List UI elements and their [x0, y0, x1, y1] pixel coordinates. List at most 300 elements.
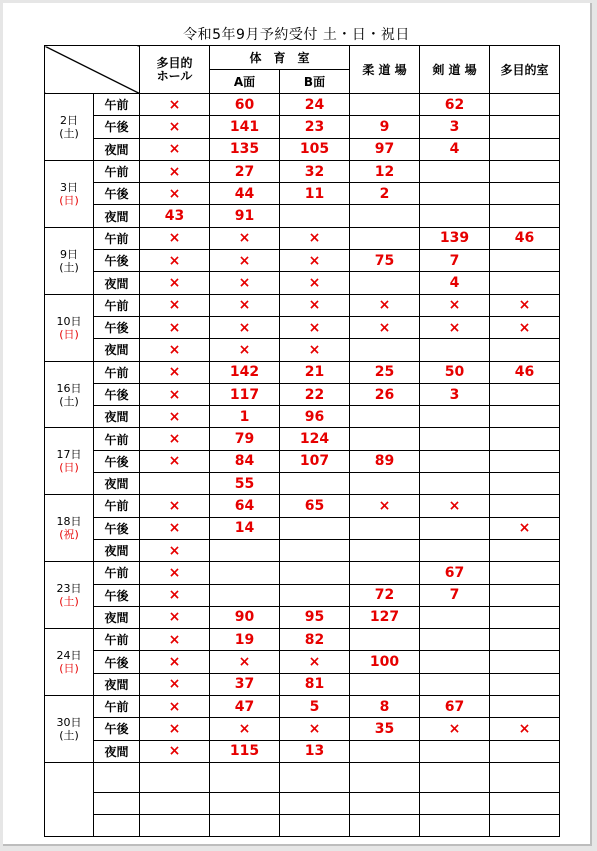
availability-cell	[490, 428, 560, 450]
availability-cell: ×	[140, 361, 210, 383]
blank-cell	[210, 814, 280, 836]
availability-cell: ×	[280, 316, 350, 338]
availability-cell: 27	[210, 160, 280, 182]
availability-cell: ×	[140, 383, 210, 405]
availability-cell: 81	[280, 673, 350, 695]
slot-label: 午前	[94, 294, 140, 316]
slot-label: 午前	[94, 160, 140, 182]
day-weekday: (日)	[59, 193, 79, 207]
slot-label: 午前	[94, 94, 140, 116]
availability-cell: 7	[420, 584, 490, 606]
slot-label: 午後	[94, 383, 140, 405]
availability-cell: 47	[210, 696, 280, 718]
availability-cell: ×	[140, 160, 210, 182]
availability-cell: 1	[210, 406, 280, 428]
availability-cell: ×	[280, 250, 350, 272]
blank-cell	[210, 792, 280, 814]
availability-cell	[350, 428, 420, 450]
blank-cell	[350, 792, 420, 814]
availability-cell	[280, 584, 350, 606]
day-label-cell	[45, 94, 94, 161]
availability-cell: ×	[140, 495, 210, 517]
page-title: 令和5年9月予約受付 土・日・祝日	[183, 27, 410, 43]
availability-cell: 64	[210, 495, 280, 517]
availability-cell	[420, 339, 490, 361]
availability-cell: 4	[420, 138, 490, 160]
availability-cell: ×	[140, 116, 210, 138]
table-row	[45, 227, 560, 249]
day-label-cell	[45, 428, 94, 495]
blank-cell	[140, 814, 210, 836]
availability-cell: ×	[350, 316, 420, 338]
availability-cell	[490, 740, 560, 762]
availability-cell	[420, 160, 490, 182]
table-row	[45, 406, 560, 428]
availability-cell: 67	[420, 696, 490, 718]
day-label-cell	[45, 495, 94, 562]
slot-label: 夜間	[94, 539, 140, 561]
availability-cell: 37	[210, 673, 280, 695]
blank-cell	[210, 762, 280, 792]
availability-cell: ×	[210, 227, 280, 249]
day-date: 3日	[60, 180, 78, 194]
availability-cell: ×	[420, 495, 490, 517]
day-weekday: (日)	[59, 461, 79, 475]
table-row	[45, 517, 560, 539]
availability-cell: ×	[280, 718, 350, 740]
blank-cell	[420, 792, 490, 814]
blank-row	[45, 814, 560, 836]
availability-cell: ×	[350, 495, 420, 517]
day-weekday: (日)	[59, 327, 79, 341]
availability-cell: ×	[140, 428, 210, 450]
availability-cell	[350, 562, 420, 584]
availability-cell	[490, 160, 560, 182]
availability-cell: 46	[490, 227, 560, 249]
availability-cell: 124	[280, 428, 350, 450]
day-date: 30日	[56, 715, 82, 729]
availability-cell: 117	[210, 383, 280, 405]
day-weekday: (土)	[59, 394, 79, 408]
reservation-table	[44, 45, 560, 837]
slot-label: 午後	[94, 183, 140, 205]
availability-cell	[350, 339, 420, 361]
blank-row	[45, 762, 560, 792]
slot-label: 夜間	[94, 406, 140, 428]
availability-cell	[490, 339, 560, 361]
availability-cell	[490, 450, 560, 472]
availability-cell	[350, 227, 420, 249]
blank-cell	[350, 762, 420, 792]
table-row	[45, 183, 560, 205]
header-hall-text: 多目的 ホール	[156, 55, 193, 83]
blank-cell	[280, 814, 350, 836]
availability-cell: ×	[140, 339, 210, 361]
table-row	[45, 473, 560, 495]
slot-label: 午前	[94, 428, 140, 450]
day-weekday: (祝)	[59, 528, 79, 542]
day-weekday: (土)	[59, 595, 79, 609]
availability-cell	[490, 138, 560, 160]
blank-cell	[140, 762, 210, 792]
table-row	[45, 339, 560, 361]
slot-label: 夜間	[94, 673, 140, 695]
day-date: 24日	[56, 649, 82, 663]
availability-cell	[490, 383, 560, 405]
table-row	[45, 718, 560, 740]
availability-cell: ×	[280, 339, 350, 361]
availability-cell: 115	[210, 740, 280, 762]
slot-label: 夜間	[94, 740, 140, 762]
availability-cell: ×	[280, 227, 350, 249]
availability-cell: 3	[420, 116, 490, 138]
availability-cell	[420, 629, 490, 651]
availability-cell: 139	[420, 227, 490, 249]
availability-cell: ×	[420, 294, 490, 316]
availability-cell: ×	[140, 138, 210, 160]
day-weekday: (日)	[59, 662, 79, 676]
availability-cell: 19	[210, 629, 280, 651]
availability-cell: ×	[140, 517, 210, 539]
availability-cell	[490, 539, 560, 561]
availability-cell: 100	[350, 651, 420, 673]
day-label-cell	[45, 160, 94, 227]
slot-label: 午前	[94, 629, 140, 651]
header-judo: 柔 道 場	[350, 46, 420, 94]
table-row	[45, 250, 560, 272]
table-row	[45, 740, 560, 762]
availability-cell: ×	[140, 696, 210, 718]
availability-cell: ×	[280, 294, 350, 316]
slot-label: 午前	[94, 361, 140, 383]
availability-cell: 5	[280, 696, 350, 718]
availability-cell: ×	[140, 539, 210, 561]
blank-cell	[350, 814, 420, 836]
slot-label: 夜間	[94, 138, 140, 160]
availability-cell	[420, 406, 490, 428]
slot-label: 夜間	[94, 339, 140, 361]
day-label-cell	[45, 294, 94, 361]
day-label-cell	[45, 227, 94, 294]
day-weekday: (土)	[59, 728, 79, 742]
table-row	[45, 696, 560, 718]
blank-cell	[94, 792, 140, 814]
header-hall	[140, 46, 210, 94]
availability-cell	[490, 495, 560, 517]
availability-cell: ×	[140, 94, 210, 116]
availability-cell: 90	[210, 606, 280, 628]
availability-cell: ×	[490, 718, 560, 740]
availability-cell: ×	[140, 316, 210, 338]
availability-cell: 65	[280, 495, 350, 517]
availability-cell: ×	[490, 294, 560, 316]
table-row	[45, 428, 560, 450]
day-date: 2日	[60, 113, 78, 127]
availability-cell: ×	[140, 183, 210, 205]
availability-cell: 24	[280, 94, 350, 116]
availability-cell	[490, 272, 560, 294]
availability-cell: 142	[210, 361, 280, 383]
table-row	[45, 160, 560, 182]
availability-cell: 135	[210, 138, 280, 160]
availability-cell	[490, 562, 560, 584]
availability-cell	[420, 740, 490, 762]
table-row	[45, 94, 560, 116]
availability-cell: 26	[350, 383, 420, 405]
availability-cell	[490, 116, 560, 138]
blank-row	[45, 792, 560, 814]
blank-cell	[280, 792, 350, 814]
availability-cell	[350, 629, 420, 651]
blank-cell	[94, 814, 140, 836]
slot-label: 午前	[94, 227, 140, 249]
availability-cell	[490, 651, 560, 673]
availability-cell: 89	[350, 450, 420, 472]
slot-label: 午前	[94, 495, 140, 517]
availability-cell: ×	[420, 718, 490, 740]
availability-cell	[350, 539, 420, 561]
availability-cell	[350, 406, 420, 428]
availability-cell	[420, 606, 490, 628]
header-kendo: 剣 道 場	[420, 46, 490, 94]
availability-cell: 44	[210, 183, 280, 205]
day-date: 23日	[56, 582, 82, 596]
slot-label: 夜間	[94, 473, 140, 495]
table-row	[45, 383, 560, 405]
day-date: 17日	[56, 448, 82, 462]
availability-cell: ×	[210, 250, 280, 272]
day-label-cell	[45, 361, 94, 428]
header-multi-room: 多目的室	[490, 46, 560, 94]
availability-cell: 97	[350, 138, 420, 160]
slot-label: 午後	[94, 116, 140, 138]
table-row	[45, 584, 560, 606]
availability-cell: ×	[280, 651, 350, 673]
availability-cell	[490, 406, 560, 428]
availability-cell: 2	[350, 183, 420, 205]
blank-cell	[94, 762, 140, 792]
blank-cell	[420, 814, 490, 836]
table-row	[45, 495, 560, 517]
availability-cell: 96	[280, 406, 350, 428]
availability-cell	[280, 473, 350, 495]
availability-cell: ×	[140, 584, 210, 606]
availability-cell: ×	[210, 718, 280, 740]
availability-cell	[490, 629, 560, 651]
header-gym: 体 育 室	[210, 46, 350, 70]
availability-cell	[490, 673, 560, 695]
availability-cell: 67	[420, 562, 490, 584]
table-row	[45, 562, 560, 584]
availability-cell: 11	[280, 183, 350, 205]
day-date: 10日	[56, 314, 82, 328]
availability-cell: ×	[140, 673, 210, 695]
table-body	[45, 94, 560, 837]
availability-cell: 84	[210, 450, 280, 472]
availability-cell: 62	[420, 94, 490, 116]
blank-cell	[420, 762, 490, 792]
availability-cell	[280, 562, 350, 584]
availability-cell	[490, 584, 560, 606]
availability-cell	[420, 673, 490, 695]
availability-cell	[350, 205, 420, 227]
availability-cell: ×	[140, 562, 210, 584]
availability-cell	[420, 450, 490, 472]
blank-day-cell	[45, 762, 94, 836]
slot-label: 午後	[94, 718, 140, 740]
availability-cell	[140, 473, 210, 495]
availability-cell	[420, 651, 490, 673]
availability-cell: 25	[350, 361, 420, 383]
slot-label: 午後	[94, 316, 140, 338]
availability-cell: 107	[280, 450, 350, 472]
availability-cell	[490, 250, 560, 272]
availability-cell: 21	[280, 361, 350, 383]
availability-cell: ×	[140, 740, 210, 762]
table-row	[45, 205, 560, 227]
availability-cell: 82	[280, 629, 350, 651]
availability-cell	[210, 584, 280, 606]
availability-cell	[280, 539, 350, 561]
availability-cell: 127	[350, 606, 420, 628]
availability-cell	[420, 473, 490, 495]
availability-cell	[350, 94, 420, 116]
availability-cell: ×	[210, 272, 280, 294]
blank-cell	[490, 762, 560, 792]
blank-cell	[140, 792, 210, 814]
day-date: 16日	[56, 381, 82, 395]
availability-cell: 79	[210, 428, 280, 450]
availability-cell: ×	[140, 450, 210, 472]
availability-cell: ×	[280, 272, 350, 294]
availability-cell: ×	[210, 651, 280, 673]
availability-cell: 141	[210, 116, 280, 138]
table-row	[45, 116, 560, 138]
table-row	[45, 138, 560, 160]
availability-cell: ×	[140, 606, 210, 628]
availability-cell: ×	[140, 250, 210, 272]
table-row	[45, 450, 560, 472]
slot-label: 午前	[94, 562, 140, 584]
availability-cell	[420, 428, 490, 450]
availability-cell: 72	[350, 584, 420, 606]
availability-cell	[210, 539, 280, 561]
table-row	[45, 361, 560, 383]
table-row	[45, 629, 560, 651]
availability-cell: ×	[350, 294, 420, 316]
availability-cell: ×	[420, 316, 490, 338]
availability-cell: 105	[280, 138, 350, 160]
availability-cell	[280, 517, 350, 539]
table-row	[45, 673, 560, 695]
slot-label: 午後	[94, 651, 140, 673]
availability-cell: 50	[420, 361, 490, 383]
corner-header-cell	[45, 46, 140, 94]
availability-cell: 95	[280, 606, 350, 628]
availability-cell: 23	[280, 116, 350, 138]
availability-cell: 75	[350, 250, 420, 272]
day-label-cell	[45, 562, 94, 629]
availability-cell: 12	[350, 160, 420, 182]
availability-cell	[490, 183, 560, 205]
table-row	[45, 651, 560, 673]
table-row	[45, 539, 560, 561]
availability-cell: 91	[210, 205, 280, 227]
availability-cell	[210, 562, 280, 584]
table-row	[45, 606, 560, 628]
header-gym-b: B面	[280, 70, 350, 94]
availability-cell	[350, 272, 420, 294]
table-row	[45, 272, 560, 294]
slot-label: 午後	[94, 250, 140, 272]
availability-cell	[490, 205, 560, 227]
availability-cell	[350, 740, 420, 762]
availability-cell	[420, 539, 490, 561]
day-weekday: (土)	[59, 260, 79, 274]
availability-cell	[490, 606, 560, 628]
availability-cell: ×	[140, 227, 210, 249]
availability-cell	[490, 696, 560, 718]
availability-cell: ×	[140, 718, 210, 740]
availability-cell: 4	[420, 272, 490, 294]
availability-cell: ×	[490, 316, 560, 338]
availability-cell: ×	[490, 517, 560, 539]
slot-label: 夜間	[94, 272, 140, 294]
availability-cell: 55	[210, 473, 280, 495]
availability-cell: 32	[280, 160, 350, 182]
availability-cell: ×	[210, 316, 280, 338]
availability-cell: ×	[140, 651, 210, 673]
availability-cell: 8	[350, 696, 420, 718]
slot-label: 夜間	[94, 205, 140, 227]
availability-cell: ×	[140, 272, 210, 294]
availability-cell	[420, 517, 490, 539]
availability-cell	[350, 517, 420, 539]
availability-cell: 60	[210, 94, 280, 116]
availability-cell	[490, 473, 560, 495]
availability-cell: 7	[420, 250, 490, 272]
table-row	[45, 316, 560, 338]
availability-cell: ×	[140, 629, 210, 651]
availability-cell: ×	[140, 294, 210, 316]
availability-cell: 46	[490, 361, 560, 383]
availability-cell	[280, 205, 350, 227]
blank-cell	[490, 814, 560, 836]
slot-label: 午後	[94, 517, 140, 539]
availability-cell: ×	[210, 294, 280, 316]
day-date: 18日	[56, 515, 82, 529]
availability-cell: 9	[350, 116, 420, 138]
availability-cell: 22	[280, 383, 350, 405]
blank-cell	[490, 792, 560, 814]
day-label-cell	[45, 629, 94, 696]
availability-cell	[350, 473, 420, 495]
availability-cell	[350, 673, 420, 695]
day-date: 9日	[60, 247, 78, 261]
header-gym-a: A面	[210, 70, 280, 94]
blank-cell	[280, 762, 350, 792]
availability-cell: 13	[280, 740, 350, 762]
day-label-cell	[45, 696, 94, 763]
availability-cell	[420, 205, 490, 227]
slot-label: 午後	[94, 584, 140, 606]
slot-label: 夜間	[94, 606, 140, 628]
document-page	[3, 3, 592, 846]
day-weekday: (土)	[59, 126, 79, 140]
availability-cell: 43	[140, 205, 210, 227]
availability-cell: 3	[420, 383, 490, 405]
availability-cell	[420, 183, 490, 205]
